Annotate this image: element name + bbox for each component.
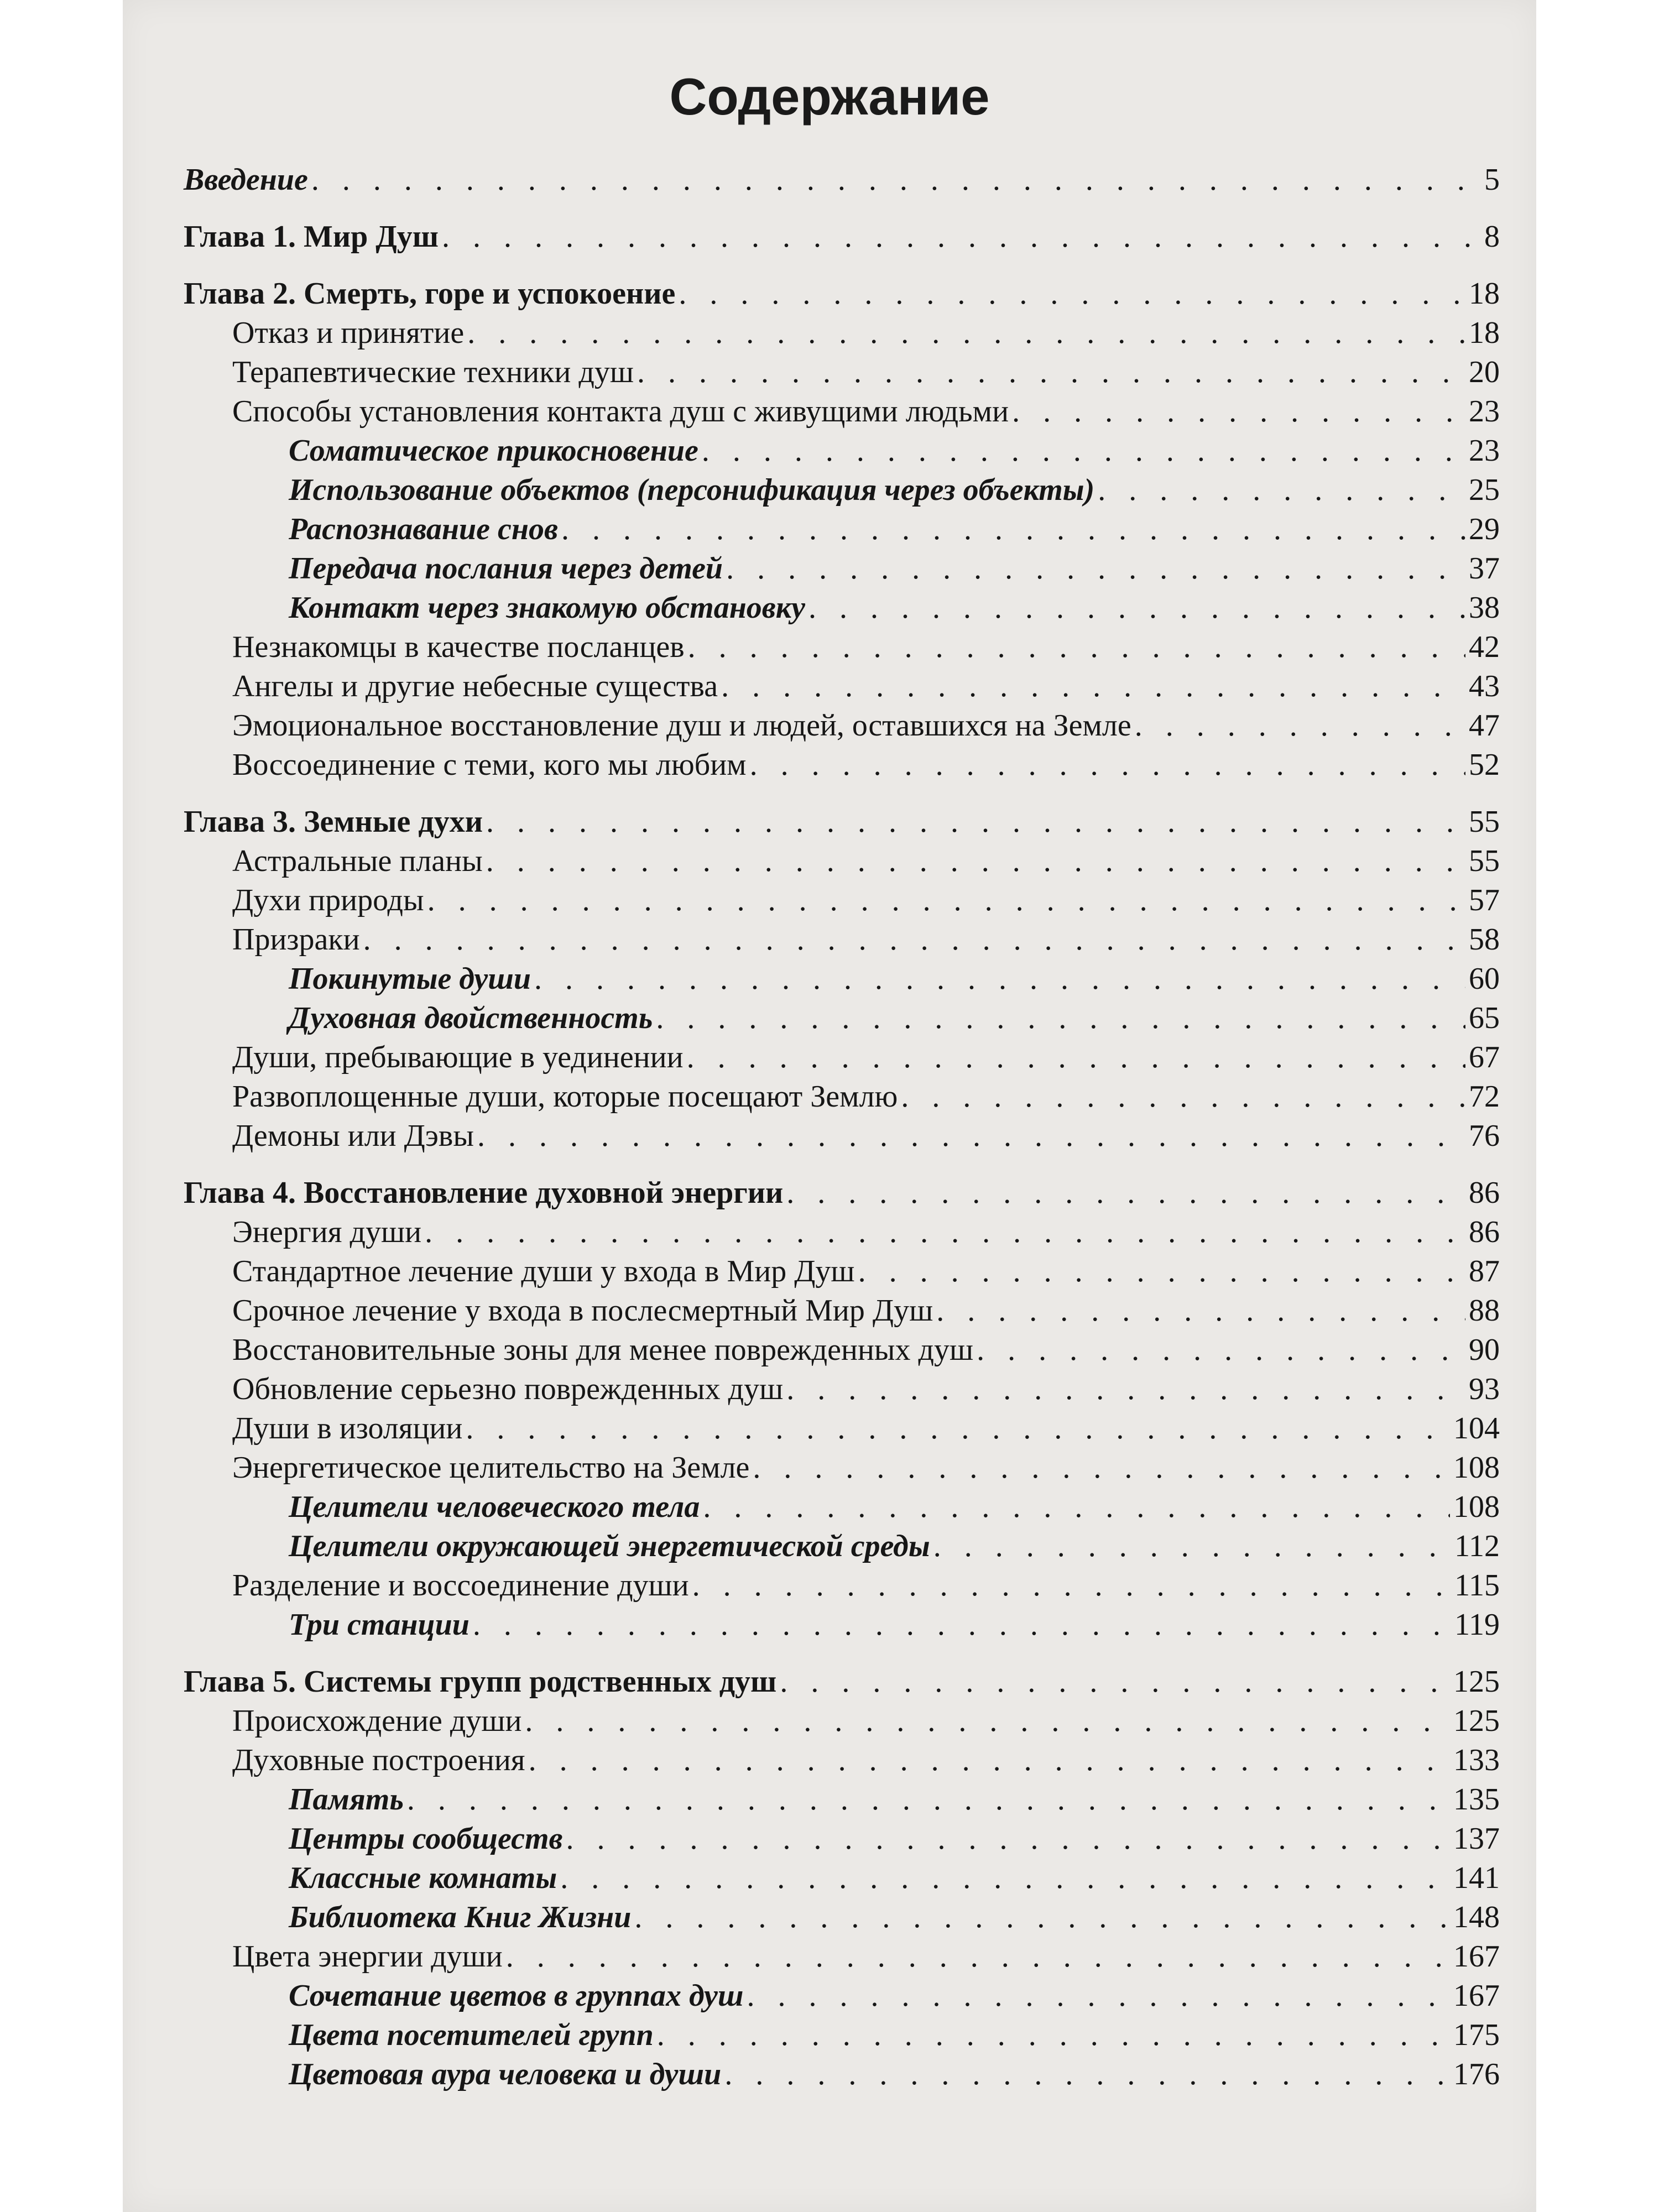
toc-entry-title: Соматическое прикосновение — [289, 434, 698, 468]
toc-page-number: 76 — [1469, 1119, 1500, 1153]
toc-page-number: 37 — [1469, 551, 1500, 586]
toc-page-number: 108 — [1453, 1451, 1500, 1485]
dot-leader — [750, 745, 1465, 785]
toc-page-number: 167 — [1453, 1979, 1500, 2013]
toc-entry-title: Происхождение души — [232, 1704, 522, 1738]
dot-leader — [1098, 471, 1465, 510]
toc-chapter-entry — [184, 217, 1500, 257]
toc-chapter-entry — [184, 1173, 1500, 1213]
toc-entry-title: Распознавание снов — [289, 512, 558, 546]
toc-entry — [184, 471, 1500, 510]
dot-leader — [467, 314, 1465, 353]
toc-page-number: 20 — [1469, 355, 1500, 389]
dot-leader — [656, 999, 1465, 1038]
dot-leader — [561, 510, 1465, 549]
toc-entry — [184, 1702, 1500, 1741]
dot-leader — [560, 1859, 1450, 1898]
toc-entry-title: Души, пребывающие в уединении — [232, 1040, 684, 1074]
toc-page-number: 23 — [1469, 434, 1500, 468]
dot-leader — [634, 1898, 1450, 1937]
toc-entry — [184, 842, 1500, 881]
toc-entry-title: Глава 5. Системы групп родственных душ — [184, 1665, 777, 1699]
toc-entry — [184, 881, 1500, 920]
toc-entry-title: Целители человеческого тела — [289, 1490, 700, 1524]
toc-entry — [184, 1331, 1500, 1370]
toc-page-number: 58 — [1469, 922, 1500, 957]
toc-entry-title: Развоплощенные души, которые посещают Землю — [232, 1079, 898, 1114]
dot-leader — [529, 1741, 1450, 1780]
toc-entry-title: Сочетание цветов в группах душ — [289, 1979, 744, 2013]
toc-page-number: 60 — [1469, 962, 1500, 996]
toc-page-number: 112 — [1454, 1529, 1500, 1563]
toc-page-number: 104 — [1453, 1411, 1500, 1446]
toc-page-number: 52 — [1469, 748, 1500, 782]
toc-entry-title: Энергия души — [232, 1215, 422, 1249]
toc-page-number: 42 — [1469, 630, 1500, 664]
toc-page-number: 5 — [1484, 163, 1500, 197]
dot-leader — [977, 1331, 1465, 1370]
dot-leader — [901, 1077, 1465, 1117]
toc-entry-title: Передача послания через детей — [289, 551, 723, 586]
toc-entry-title: Стандартное лечение души у входа в Мир Душ — [232, 1254, 855, 1288]
toc-entry-title: Духовная двойственность — [289, 1001, 653, 1035]
toc-page-number: 115 — [1454, 1568, 1500, 1603]
toc-entry — [184, 1291, 1500, 1331]
toc-entry-title: Введение — [184, 163, 308, 197]
dot-leader — [687, 1038, 1465, 1077]
dot-leader — [780, 1662, 1450, 1702]
toc-chapter-entry — [184, 160, 1500, 200]
toc-page-number: 29 — [1469, 512, 1500, 546]
toc-entry — [184, 2055, 1500, 2094]
toc-entry — [184, 1213, 1500, 1252]
dot-leader — [721, 667, 1465, 706]
toc-entry-title: Три станции — [289, 1608, 469, 1642]
dot-leader — [407, 1780, 1450, 1819]
toc-page-number: 47 — [1469, 708, 1500, 743]
dot-leader — [473, 1605, 1451, 1645]
toc-page-number: 135 — [1453, 1782, 1500, 1817]
toc-page-number: 25 — [1469, 473, 1500, 507]
toc-entry — [184, 959, 1500, 999]
toc-entry-title: Центры сообществ — [289, 1822, 563, 1856]
toc-entry-title: Отказ и принятие — [232, 316, 465, 350]
toc-entry — [184, 549, 1500, 588]
toc-page-number: 175 — [1453, 2018, 1500, 2052]
dot-leader — [427, 881, 1465, 920]
toc-entry-title: Использование объектов (персонификация через объекты) — [289, 473, 1095, 507]
dot-leader — [534, 959, 1465, 999]
toc-page-number: 93 — [1469, 1372, 1500, 1406]
toc-entry — [184, 1741, 1500, 1780]
dot-leader — [425, 1213, 1465, 1252]
toc-entry-title: Глава 3. Земные духи — [184, 805, 483, 839]
toc-page-number: 67 — [1469, 1040, 1500, 1074]
page-title: Содержание — [669, 67, 990, 126]
toc-entry — [184, 1527, 1500, 1566]
toc-entry — [184, 353, 1500, 392]
toc-entry-title: Духи природы — [232, 883, 424, 917]
toc-entry-title: Срочное лечение у входа в послесмертный Мир Душ — [232, 1293, 933, 1328]
toc-entry-title: Разделение и воссоединение души — [232, 1568, 689, 1603]
dot-leader — [936, 1291, 1465, 1331]
toc-page-number: 43 — [1469, 669, 1500, 703]
dot-leader — [1135, 706, 1465, 745]
toc-entry-title: Способы установления контакта душ с живущими людьми — [232, 394, 1009, 429]
dot-leader — [466, 1409, 1450, 1448]
toc-entry-title: Покинутые души — [289, 962, 531, 996]
toc-entry — [184, 1898, 1500, 1937]
dot-leader — [726, 549, 1465, 588]
toc-page-number: 137 — [1453, 1822, 1500, 1856]
dot-leader — [724, 2055, 1450, 2094]
dot-leader — [753, 1448, 1450, 1488]
toc-page-number: 38 — [1469, 591, 1500, 625]
toc-entry-title: Воссоединение с теми, кого мы любим — [232, 748, 747, 782]
toc-page-number: 55 — [1469, 844, 1500, 878]
toc-entry — [184, 1077, 1500, 1117]
toc-entry — [184, 510, 1500, 549]
toc-page-number: 133 — [1453, 1743, 1500, 1777]
toc-entry-title: Библиотека Книг Жизни — [289, 1900, 632, 1934]
toc-page-number: 88 — [1469, 1293, 1500, 1328]
dot-leader — [703, 1488, 1450, 1527]
toc-entry — [184, 1488, 1500, 1527]
toc-entry-title: Глава 1. Мир Душ — [184, 220, 439, 254]
toc-entry-title: Обновление серьезно поврежденных душ — [232, 1372, 784, 1406]
toc-entry-title: Глава 4. Восстановление духовной энергии — [184, 1176, 784, 1210]
toc-entry-title: Эмоциональное восстановление душ и людей, оставшихся на Земле — [232, 708, 1131, 743]
toc-entry — [184, 745, 1500, 785]
toc-entry-title: Восстановительные зоны для менее поврежденных душ — [232, 1333, 974, 1367]
toc-page-number: 57 — [1469, 883, 1500, 917]
dot-leader — [311, 160, 1481, 200]
toc-entry-title: Астральные планы — [232, 844, 483, 878]
dot-leader — [747, 1976, 1450, 2016]
toc-entry — [184, 667, 1500, 706]
toc-entry — [184, 1448, 1500, 1488]
toc-entry — [184, 1605, 1500, 1645]
toc-page-number: 23 — [1469, 394, 1500, 429]
toc-entry — [184, 2016, 1500, 2055]
dot-leader — [363, 920, 1465, 959]
toc-chapter-entry — [184, 1662, 1500, 1702]
toc-page-number: 148 — [1453, 1900, 1500, 1934]
toc-entry — [184, 1252, 1500, 1291]
dot-leader — [637, 353, 1465, 392]
toc-entry — [184, 1117, 1500, 1156]
toc-entry-title: Классные комнаты — [289, 1861, 557, 1895]
toc-entry — [184, 706, 1500, 745]
toc-page-number: 108 — [1453, 1490, 1500, 1524]
toc-entry-title: Терапевтические техники душ — [232, 355, 634, 389]
dot-leader — [679, 274, 1465, 314]
toc-page-number: 55 — [1469, 805, 1500, 839]
dot-leader — [808, 588, 1465, 628]
toc-page-number: 125 — [1453, 1665, 1500, 1699]
toc-page-number: 72 — [1469, 1079, 1500, 1114]
toc-page-number: 86 — [1469, 1176, 1500, 1210]
toc-page-number: 18 — [1469, 316, 1500, 350]
dot-leader — [486, 802, 1465, 842]
toc-entry — [184, 1370, 1500, 1409]
toc-entry — [184, 431, 1500, 471]
dot-leader — [486, 842, 1465, 881]
dot-leader — [566, 1819, 1450, 1859]
toc-page-number: 125 — [1453, 1704, 1500, 1738]
toc-entry-title: Призраки — [232, 922, 360, 957]
toc-entry — [184, 1566, 1500, 1605]
toc-entry — [184, 1819, 1500, 1859]
toc-entry — [184, 1038, 1500, 1077]
toc-entry-title: Контакт через знакомую обстановку — [289, 591, 806, 625]
toc-page-number: 176 — [1453, 2057, 1500, 2091]
toc-entry — [184, 588, 1500, 628]
toc-entry — [184, 1937, 1500, 1976]
toc-entry-title: Духовные построения — [232, 1743, 525, 1777]
dot-leader — [786, 1173, 1465, 1213]
toc-page-number: 119 — [1454, 1608, 1500, 1642]
toc-entry-title: Цвета посетителей групп — [289, 2018, 654, 2052]
toc-page-number: 167 — [1453, 1939, 1500, 1974]
toc-entry-title: Глава 2. Смерть, горе и успокоение — [184, 276, 676, 311]
dot-leader — [657, 2016, 1450, 2055]
toc-entry — [184, 1859, 1500, 1898]
toc-page-number: 90 — [1469, 1333, 1500, 1367]
toc-page-number: 86 — [1469, 1215, 1500, 1249]
dot-leader — [506, 1937, 1450, 1976]
toc-entry — [184, 920, 1500, 959]
toc-entry — [184, 1409, 1500, 1448]
dot-leader — [702, 431, 1465, 471]
toc-entry-title: Цвета энергии души — [232, 1939, 503, 1974]
toc-entry — [184, 314, 1500, 353]
dot-leader — [688, 628, 1465, 667]
toc-entry — [184, 628, 1500, 667]
toc-page-number: 65 — [1469, 1001, 1500, 1035]
dot-leader — [786, 1370, 1465, 1409]
toc-entry — [184, 1976, 1500, 2016]
toc-page-number: 87 — [1469, 1254, 1500, 1288]
toc-entry-title: Цветовая аура человека и души — [289, 2057, 722, 2091]
toc-entry-title: Целители окружающей энергетической среды — [289, 1529, 930, 1563]
toc-entry-title: Ангелы и другие небесные существа — [232, 669, 718, 703]
book-page — [123, 0, 1536, 2212]
toc-entry-title: Память — [289, 1782, 404, 1817]
dot-leader — [692, 1566, 1451, 1605]
toc-entry — [184, 392, 1500, 431]
dot-leader — [442, 217, 1481, 257]
dot-leader — [525, 1702, 1450, 1741]
toc-entry-title: Демоны или Дэвы — [232, 1119, 474, 1153]
dot-leader — [858, 1252, 1465, 1291]
toc-entry — [184, 1780, 1500, 1819]
table-of-contents — [184, 160, 1500, 2094]
toc-entry — [184, 999, 1500, 1038]
toc-chapter-entry — [184, 274, 1500, 314]
dot-leader — [1012, 392, 1465, 431]
dot-leader — [933, 1527, 1451, 1566]
dot-leader — [477, 1117, 1465, 1156]
toc-entry-title: Энергетическое целительство на Земле — [232, 1451, 750, 1485]
toc-entry-title: Незнакомцы в качестве посланцев — [232, 630, 685, 664]
toc-page-number: 141 — [1453, 1861, 1500, 1895]
toc-entry-title: Души в изоляции — [232, 1411, 463, 1446]
toc-chapter-entry — [184, 802, 1500, 842]
toc-page-number: 18 — [1469, 276, 1500, 311]
toc-page-number: 8 — [1484, 220, 1500, 254]
